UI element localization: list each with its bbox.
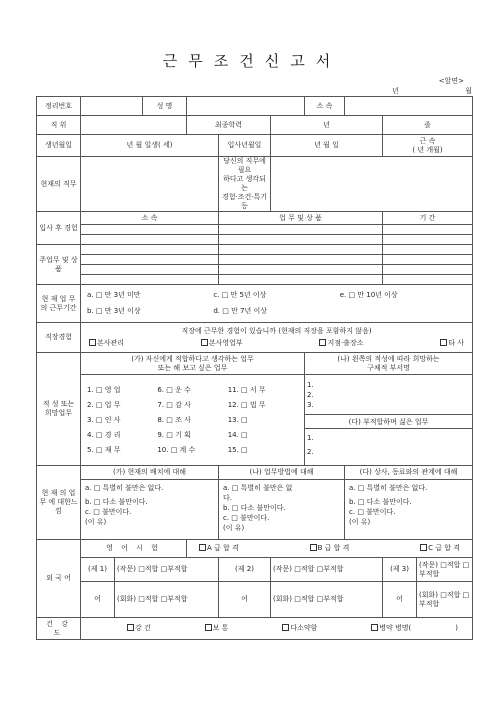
month-label: 월: [465, 87, 472, 95]
service-period-options: [81, 285, 473, 323]
job-exp-option-4-label: 타 사: [448, 339, 465, 347]
career-row[interactable]: [219, 245, 383, 255]
form-title: 근무조건신고서: [162, 52, 342, 70]
career-row[interactable]: [383, 225, 473, 235]
aptitude-ga-title: [81, 353, 305, 375]
dept-field[interactable]: [345, 97, 473, 116]
checkbox-icon: [440, 339, 447, 346]
dept-label: 소 속: [305, 97, 345, 116]
main-duty-label: 주업무 및 상 품: [37, 245, 81, 285]
feelings-col-2-body: [219, 480, 345, 540]
health-options: [81, 618, 473, 640]
health-option-4[interactable]: [371, 624, 458, 633]
job-exp-option-1-label: 본사관리: [97, 339, 125, 347]
aptitude-item[interactable]: 6. □ 운 수: [157, 385, 191, 394]
lang-1-speaking[interactable]: (회화) □적합 □부적합: [115, 582, 219, 618]
aptitude-da-title: (다) 부적합하며 싫은 업무: [305, 415, 472, 429]
job-exp-option-2[interactable]: [201, 339, 243, 348]
health-option-4-label: 병약 병명(: [379, 624, 412, 632]
aptitude-item[interactable]: 10. □ 계 수: [157, 445, 196, 454]
tenure-cell: [383, 135, 473, 157]
checkbox-icon: [420, 544, 427, 551]
service-option-e[interactable]: e. □ 만 10년 이상: [339, 291, 398, 299]
feeling-3-a[interactable]: a. □ 특별히 불만은 없다.: [349, 484, 428, 492]
career-row[interactable]: [219, 265, 383, 275]
required-field[interactable]: [271, 157, 473, 212]
reg-no-field[interactable]: [81, 97, 143, 116]
aptitude-na-line[interactable]: 1.: [307, 380, 314, 389]
tenure-label: 근 속: [419, 136, 436, 145]
required-line-1: 당신의 직무에 필요: [223, 157, 266, 174]
grade-b-label: B 급 합 격: [317, 544, 350, 552]
career-row[interactable]: [81, 265, 219, 275]
hire-date-value[interactable]: 년 월 일: [271, 135, 383, 157]
career-row[interactable]: [81, 255, 219, 265]
aptitude-da-line[interactable]: 2.: [307, 448, 314, 456]
feelings-col-3-body: [345, 480, 473, 540]
career-col-duty: 업 무 및 상 품: [219, 212, 383, 225]
career-row[interactable]: [383, 245, 473, 255]
career-row[interactable]: [219, 225, 383, 235]
feeling-1-reason: (이 유): [85, 518, 107, 526]
service-option-b[interactable]: b. □ 만 3년 이상: [87, 307, 141, 315]
feelings-col-1-body: [81, 480, 219, 540]
career-row[interactable]: [81, 225, 219, 235]
feeling-3-reason: (이 유): [349, 518, 371, 526]
aptitude-items: [81, 375, 305, 466]
feeling-1-a[interactable]: a. □ 특별히 불만은 없다.: [85, 484, 164, 492]
health-label: 건 강 도: [37, 618, 81, 640]
career-row[interactable]: [383, 265, 473, 275]
checkbox-icon: [310, 544, 317, 551]
checkbox-icon: [371, 624, 378, 631]
career-row[interactable]: [383, 235, 473, 245]
feelings-col-2: (나) 업무방법에 대해: [219, 466, 345, 480]
aptitude-item[interactable]: 5. □ 재 무: [87, 445, 121, 454]
service-period-label: 현 재 업 무 의 근무기간: [37, 285, 81, 323]
career-row[interactable]: [81, 275, 219, 285]
current-duty-label: 현재의 직무: [37, 157, 81, 212]
lang-3-speaking[interactable]: (회화) □적합 □부적합: [417, 582, 473, 618]
feeling-2-a[interactable]: a. □ 특별히 불만은 없: [223, 484, 293, 492]
health-option-3-label: 다소약함: [290, 624, 318, 632]
grade-a-label: A 급 합 격: [207, 544, 239, 552]
career-row[interactable]: [383, 275, 473, 285]
career-col-period: 기 간: [383, 212, 473, 225]
aptitude-item[interactable]: 3. □ 인 사: [87, 415, 121, 424]
health-option-4-close: ): [455, 624, 459, 632]
service-option-d[interactable]: d. □ 만 7년 이상: [213, 307, 268, 315]
health-option-2-label: 보 통: [212, 624, 229, 632]
service-option-c[interactable]: c. □ 만 5년 이상: [213, 291, 267, 299]
condition-form-table: [36, 96, 473, 640]
aptitude-item[interactable]: 13. □: [227, 415, 248, 424]
checkbox-icon: [89, 339, 96, 346]
lang-1-no: (제 1): [81, 558, 115, 582]
job-experience-question: 직장에 근무한 경험이 있습니까 (현재의 직장을 포함하지 않음): [181, 327, 372, 335]
career-row[interactable]: [383, 255, 473, 265]
feelings-col-3: (다) 상사, 동료와의 관계에 대해: [345, 466, 473, 480]
aptitude-da-line[interactable]: 1.: [307, 434, 314, 442]
aptitude-ga-title-2: 또는 해 보고 싶은 업무: [157, 363, 228, 372]
tenure-value: ( 년 개월): [412, 145, 443, 154]
service-option-a[interactable]: a. □ 만 3년 미만: [87, 291, 141, 299]
feeling-1-c[interactable]: c. □ 불만이다.: [85, 508, 132, 516]
job-exp-option-2-label: 본사영업부: [208, 339, 243, 347]
career-row[interactable]: [219, 235, 383, 245]
lang-2-speaking[interactable]: (회화) □적합 □부적합: [271, 582, 383, 618]
checkbox-icon: [282, 624, 289, 631]
aptitude-label: 적 성 또는 희망업무: [37, 353, 81, 466]
job-experience-cell: [81, 323, 473, 353]
job-experience-options: [83, 339, 470, 348]
aptitude-na-title-2: 구체적 부서명: [367, 363, 410, 372]
aptitude-na-title-1: (나) 왼쪽의 적성에 따라 희망하는: [337, 354, 440, 363]
lang-2-writing[interactable]: (작문) □적합 □부적합: [271, 558, 383, 582]
name-label: 성 명: [143, 97, 187, 116]
hire-date-label: 입사년월일: [219, 135, 271, 157]
aptitude-na-title: [305, 353, 473, 375]
birth-label: 생년월일: [37, 135, 81, 157]
job-experience-label: 직장경험: [37, 323, 81, 353]
required-line-3: 경험·조건·특기 등: [221, 193, 268, 210]
birth-value[interactable]: 년 월 일생( 세): [81, 135, 219, 157]
lang-3-no: (제 3): [383, 558, 417, 582]
career-row[interactable]: [219, 275, 383, 285]
career-row[interactable]: [219, 255, 383, 265]
checkbox-icon: [199, 544, 206, 551]
health-option-3[interactable]: [282, 624, 317, 633]
job-exp-option-3-label: 지점·출장소: [327, 339, 364, 347]
feeling-2-c[interactable]: c. □ 불만이다.: [223, 514, 270, 522]
feeling-2-b[interactable]: b. □ 다소 불만이다.: [223, 504, 286, 512]
lang-1-eo: 어: [81, 582, 115, 618]
grade-a-option[interactable]: [199, 544, 239, 553]
name-field[interactable]: [187, 97, 305, 116]
lang-2-no: (제 2): [219, 558, 271, 582]
aptitude-item[interactable]: 7. □ 감 사: [157, 400, 191, 409]
feelings-label: 현 재 의 업 무 에 대한느낌: [37, 466, 81, 540]
grade-c-option[interactable]: [420, 544, 460, 553]
checkbox-icon: [319, 339, 326, 346]
aptitude-item[interactable]: 4. □ 경 리: [87, 430, 121, 439]
feelings-col-1: (가) 현재의 배치에 대해: [81, 466, 219, 480]
feeling-3-c[interactable]: c. □ 불만이다.: [349, 508, 396, 516]
lang-3-writing[interactable]: (작문) □적합 □부적합: [417, 558, 473, 582]
feeling-2-a-cont: 다.: [223, 494, 232, 502]
aptitude-item[interactable]: 12. □ 법 무: [227, 400, 266, 409]
aptitude-item[interactable]: 9. □ 기 획: [157, 430, 191, 439]
grade-c-label: C 급 합 격: [428, 544, 461, 552]
career-row[interactable]: [81, 235, 219, 245]
aptitude-na-line[interactable]: 3.: [307, 400, 314, 409]
aptitude-da-lines: [305, 429, 472, 465]
aptitude-item[interactable]: 15. □: [227, 445, 248, 454]
career-row[interactable]: [81, 245, 219, 255]
edu-year: 년: [271, 116, 383, 135]
checkbox-icon: [205, 624, 212, 631]
year-label: 년: [392, 87, 399, 95]
lang-1-writing[interactable]: (작문) □적합 □부적합: [115, 558, 219, 582]
aptitude-item[interactable]: 14. □: [227, 430, 248, 439]
job-exp-option-3[interactable]: [319, 339, 363, 348]
checkbox-icon: [127, 624, 134, 631]
aptitude-na-line[interactable]: 2.: [307, 390, 314, 399]
required-label: [219, 157, 271, 212]
aptitude-item[interactable]: 8. □ 조 사: [157, 415, 191, 424]
feeling-2-reason: (이 유): [223, 524, 245, 532]
aptitude-item[interactable]: 2. □ 업 무: [87, 400, 121, 409]
feeling-3-b[interactable]: b. □ 다소 불만이다.: [349, 498, 412, 506]
lang-3-eo: 어: [383, 582, 417, 618]
career-col-dept: 소 속: [81, 212, 219, 225]
front-side-note: <앞면>: [438, 77, 464, 85]
date-header: [392, 86, 472, 96]
grade-b-option[interactable]: [310, 544, 350, 553]
aptitude-grid: [83, 384, 302, 457]
aptitude-da-cell: [305, 415, 473, 466]
education-label: 최종학력: [187, 116, 271, 135]
current-duty-field[interactable]: [81, 157, 219, 212]
language-label: 외 국 어: [37, 540, 81, 618]
after-join-label: 입사 후 경험: [37, 212, 81, 245]
aptitude-ga-title-1: (가) 자신에게 적합하다고 생각하는 업무: [131, 354, 254, 363]
aptitude-item[interactable]: 11. □ 서 무: [227, 385, 266, 394]
english-exam-label: 영 어 시 험: [81, 540, 187, 558]
health-option-1[interactable]: [127, 624, 151, 633]
health-option-1-label: 강 건: [135, 624, 151, 632]
reg-no-label: 정리번호: [37, 97, 81, 116]
position-field[interactable]: [81, 116, 187, 135]
position-label: 직 위: [37, 116, 81, 135]
health-option-2[interactable]: [205, 624, 229, 633]
job-exp-option-1[interactable]: [89, 339, 124, 348]
checkbox-icon: [201, 339, 208, 346]
feeling-1-b[interactable]: b. □ 다소 불만이다.: [85, 498, 148, 506]
lang-2-eo: 어: [219, 582, 271, 618]
aptitude-na-lines: [305, 375, 473, 415]
english-grade-options: [187, 540, 473, 558]
aptitude-item[interactable]: 1. □ 영 업: [87, 385, 121, 394]
edu-grad: 졸: [383, 116, 473, 135]
job-exp-option-4[interactable]: [440, 339, 464, 348]
required-line-2: 하다고 생각되는: [223, 175, 266, 192]
